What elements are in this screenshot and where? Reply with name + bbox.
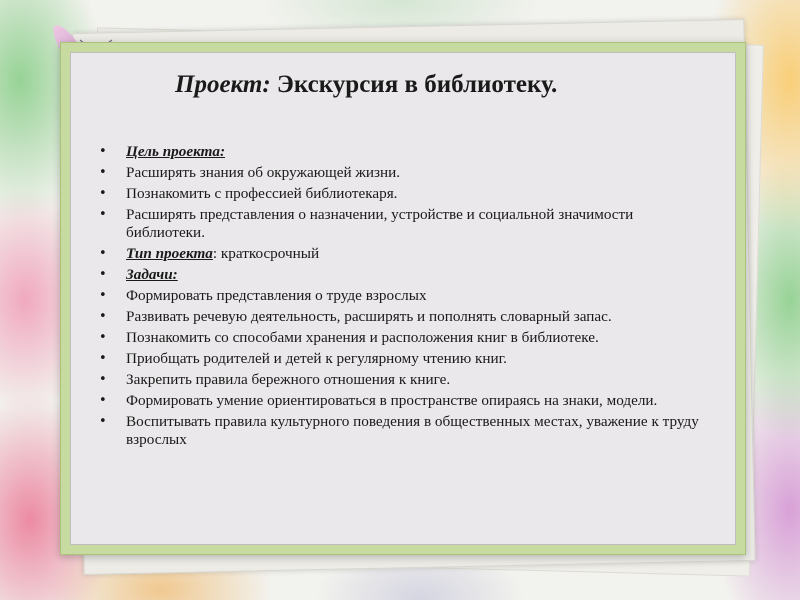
bullet-text: : краткосрочный <box>212 245 320 262</box>
section-heading: Задачи: <box>126 266 178 283</box>
bullet-item <box>99 413 699 449</box>
bullet-text: Расширять представления о назначении, устройстве и социальной значимости библиотеки. <box>126 206 634 241</box>
bullet-text: Формировать представления о труде взрослых <box>126 287 427 304</box>
bullet-item <box>99 143 699 161</box>
bullet-text: Воспитывать правила культурного поведения в общественных местах, уважение к труду взрослых <box>126 413 699 448</box>
bullet-text: Закрепить правила бережного отношения к книге. <box>126 371 451 388</box>
bullet-item <box>99 371 699 389</box>
title-label: Проект: <box>175 71 271 98</box>
bullet-text: Развивать речевую деятельность, расширять и пополнять словарный запас. <box>126 308 612 325</box>
bullet-text: Приобщать родителей и детей к регулярному чтению книг. <box>126 350 507 367</box>
section-heading: Тип проекта <box>126 245 213 262</box>
bullet-text: Познакомить со способами хранения и расположения книг в библиотеке. <box>126 329 599 346</box>
bullet-item <box>99 350 699 368</box>
bullet-item <box>99 392 699 410</box>
bullet-item <box>99 266 699 284</box>
bullet-item <box>99 185 699 203</box>
bullet-text: Формировать умение ориентироваться в пространстве опираясь на знаки, модели. <box>126 392 658 409</box>
bullet-list <box>99 143 699 449</box>
slide-frame <box>60 42 746 555</box>
section-heading: Цель проекта: <box>126 143 226 160</box>
bullet-text: Расширять знания об окружающей жизни. <box>126 164 401 181</box>
slide-panel <box>70 52 736 545</box>
bullet-item <box>99 329 699 347</box>
slide-title <box>175 71 735 99</box>
bullet-item <box>99 245 699 263</box>
title-text: Экскурсия в библиотеку. <box>270 71 558 98</box>
bullet-item <box>99 164 699 182</box>
bullet-item <box>99 287 699 305</box>
bullet-text: Познакомить с профессией библиотекаря. <box>126 185 398 202</box>
slide-content <box>99 143 699 452</box>
bullet-item <box>99 206 699 242</box>
bullet-item <box>99 308 699 326</box>
